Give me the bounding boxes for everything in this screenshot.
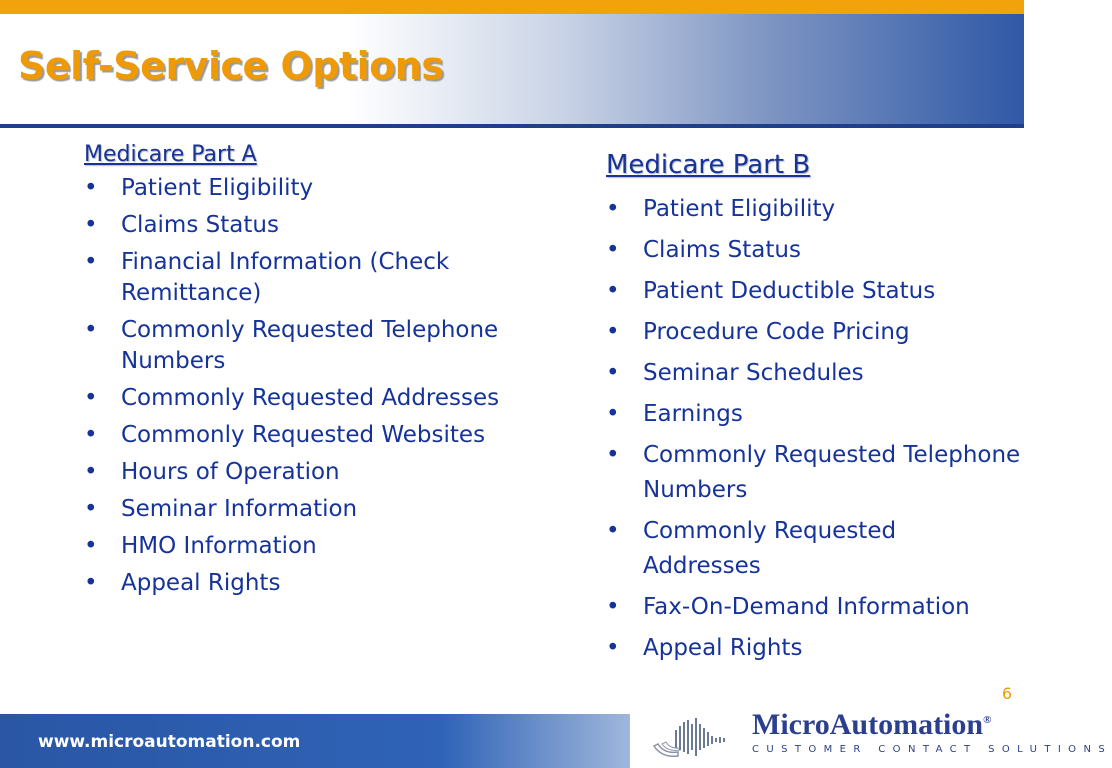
- list-item: [84, 494, 544, 525]
- bullet-icon: •: [606, 237, 620, 263]
- list-item-label: Commonly Requested Websites: [121, 422, 486, 448]
- logo-name-text: MicroAutomation: [752, 708, 984, 741]
- list-item: [606, 192, 1021, 227]
- list-item-label: Procedure Code Pricing: [643, 319, 910, 345]
- list-item: [606, 233, 1021, 268]
- bullet-icon: •: [84, 385, 98, 411]
- list-item-label: Seminar Information: [121, 496, 358, 522]
- slide-title: Self-Service Options: [18, 44, 444, 88]
- list-item-label: Fax-On-Demand Information: [643, 594, 970, 620]
- bullet-icon: •: [606, 401, 620, 427]
- bullet-icon: •: [84, 249, 98, 275]
- medicare-part-b-list: [606, 192, 1021, 666]
- list-item: [606, 397, 1021, 432]
- bullet-icon: •: [84, 533, 98, 559]
- list-item: [84, 457, 544, 488]
- list-item-label: Appeal Rights: [643, 635, 803, 661]
- bullet-icon: •: [84, 212, 98, 238]
- bullet-icon: •: [606, 360, 620, 386]
- list-item: [606, 590, 1021, 625]
- page-number: 6: [1001, 684, 1012, 703]
- list-item-label: Patient Deductible Status: [643, 278, 936, 304]
- bullet-icon: •: [606, 196, 620, 222]
- bullet-icon: •: [84, 459, 98, 485]
- list-item-label: Hours of Operation: [121, 459, 340, 485]
- list-item: [606, 514, 1021, 584]
- list-item: [84, 568, 544, 599]
- list-item: [84, 531, 544, 562]
- medicare-part-b-heading[interactable]: Medicare Part B: [606, 150, 811, 180]
- list-item-label: Commonly Requested Addresses: [643, 518, 897, 579]
- list-item-label: Commonly Requested Telephone Numbers: [643, 442, 1021, 503]
- list-item-label: Earnings: [643, 401, 743, 427]
- bullet-icon: •: [606, 319, 620, 345]
- list-item-label: Patient Eligibility: [121, 175, 314, 201]
- medicare-part-a-list: [84, 173, 544, 599]
- list-item-label: Appeal Rights: [121, 570, 281, 596]
- list-item: [84, 420, 544, 451]
- list-item-label: Financial Information (Check Remittance): [121, 249, 450, 306]
- list-item: [84, 247, 544, 309]
- list-item: [84, 173, 544, 204]
- registered-mark: ®: [983, 714, 992, 726]
- microautomation-logo-icon: [652, 716, 738, 760]
- list-item: [606, 356, 1021, 391]
- logo-tagline: CUSTOMER CONTACT SOLUTIONS: [752, 744, 1112, 755]
- microautomation-logo-text: [752, 708, 991, 742]
- bullet-icon: •: [84, 570, 98, 596]
- list-item-label: Commonly Requested Telephone Numbers: [121, 317, 499, 374]
- medicare-part-a-column: [84, 142, 544, 605]
- bullet-icon: •: [606, 635, 620, 661]
- bullet-icon: •: [606, 594, 620, 620]
- medicare-part-b-column: [606, 150, 1021, 672]
- top-accent-bar: [0, 0, 1024, 14]
- bullet-icon: •: [606, 278, 620, 304]
- footer-url[interactable]: www.microautomation.com: [38, 732, 301, 752]
- list-item-label: Claims Status: [121, 212, 279, 238]
- list-item-label: HMO Information: [121, 533, 317, 559]
- list-item: [606, 274, 1021, 309]
- list-item-label: Seminar Schedules: [643, 360, 864, 386]
- bullet-icon: •: [84, 496, 98, 522]
- bullet-icon: •: [84, 175, 98, 201]
- bullet-icon: •: [606, 518, 620, 544]
- list-item: [84, 383, 544, 414]
- list-item-label: Commonly Requested Addresses: [121, 385, 500, 411]
- list-item: [84, 210, 544, 241]
- bullet-icon: •: [606, 442, 620, 468]
- list-item: [606, 315, 1021, 350]
- list-item: [84, 315, 544, 377]
- list-item-label: Patient Eligibility: [643, 196, 836, 222]
- list-item-label: Claims Status: [643, 237, 801, 263]
- bullet-icon: •: [84, 317, 98, 343]
- list-item: [606, 631, 1021, 666]
- title-divider: [0, 124, 1024, 128]
- bullet-icon: •: [84, 422, 98, 448]
- list-item: [606, 438, 1021, 508]
- medicare-part-a-heading[interactable]: Medicare Part A: [84, 142, 257, 167]
